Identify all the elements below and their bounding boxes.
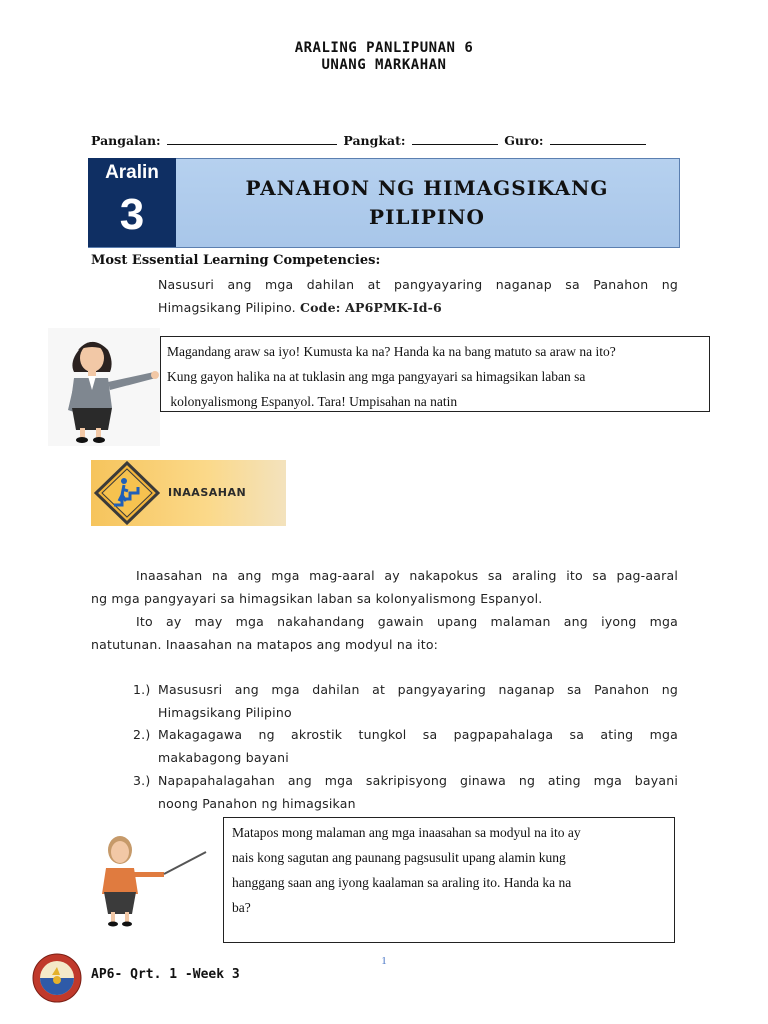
intro-p1-line1: Inaasahan na ang mga mag-aaral ay nakapokus sa araling ito sa pag-aaral	[136, 568, 678, 583]
guro-field[interactable]	[550, 134, 646, 145]
inaasahan-label: INAASAHAN	[168, 486, 247, 499]
pretest-line2: nais kong sagutan ang paunang pagsusulit upang alamin kung	[232, 850, 566, 865]
pretest-line3: hanggang saan ang iyong kaalaman sa araling ito. Handa ka na	[232, 875, 572, 890]
objective-number: 3.)	[133, 773, 151, 788]
pangalan-label: Pangalan:	[91, 133, 161, 148]
guro-label: Guro:	[504, 133, 544, 148]
objective-number: 2.)	[133, 727, 151, 742]
objective-line2: makabagong bayani	[158, 750, 289, 765]
teacher-pointer-illustration-icon	[88, 832, 208, 928]
objective-line1: Makagagawa ng akrostik tungkol sa pagpapahalaga sa ating mga	[158, 727, 678, 742]
greeting-box	[160, 336, 710, 412]
teacher-illustration-icon	[48, 328, 160, 446]
subject-title: ARALING PANLIPUNAN 6	[294, 40, 474, 56]
school-seal-icon	[32, 953, 82, 1003]
page-number: 1	[381, 955, 387, 967]
climbing-stairs-sign-icon	[94, 461, 160, 525]
objective-line1: Masususri ang mga dahilan at pangyayaring naganap sa Panahon ng	[158, 682, 678, 697]
pangkat-field[interactable]	[412, 134, 498, 145]
objective-item-2	[133, 723, 678, 769]
lesson-title-line2: PILIPINO	[369, 205, 485, 229]
greeting-line2: Kung gayon halika na at tuklasin ang mga pangyayari sa himagsikan laban sa	[167, 369, 586, 384]
melc-line2	[158, 296, 678, 319]
greeting-line3: kolonyalismong Espanyol. Tara! Umpisahan na natin	[167, 394, 458, 409]
greeting-line1: Magandang araw sa iyo! Kumusta ka na? Handa ka na bang matuto sa araw na ito?	[167, 344, 616, 359]
objective-item-1	[133, 678, 678, 724]
objective-number: 1.)	[133, 682, 151, 697]
melc-line1: Nasusuri ang mga dahilan at pangyayaring naganap sa Panahon ng	[158, 277, 678, 292]
melc-heading: Most Essential Learning Competencies:	[91, 253, 381, 268]
aralin-number: 3	[119, 190, 145, 239]
footer-label: AP6- Qrt. 1 -Week 3	[91, 967, 240, 982]
pretest-box	[223, 817, 675, 943]
objective-line2: noong Panahon ng himagsikan	[158, 796, 356, 811]
lesson-title	[176, 174, 678, 232]
pangalan-field[interactable]	[167, 134, 337, 145]
objective-line2: Himagsikang Pilipino	[158, 705, 292, 720]
aralin-label: Aralin	[105, 162, 159, 183]
objective-item-3	[133, 769, 678, 815]
pangkat-label: Pangkat:	[343, 133, 406, 148]
melc-code: Code: AP6PMK-Id-6	[299, 300, 442, 315]
pretest-line1: Matapos mong malaman ang mga inaasahan sa modyul na ito ay	[232, 825, 581, 840]
intro-p2-line1: Ito ay may mga nakahandang gawain upang malaman ang iyong mga	[136, 614, 678, 629]
pretest-line4: ba?	[232, 900, 251, 915]
lesson-number-box	[88, 158, 176, 247]
intro-p1-line2: ng mga pangyayari sa himagsikan laban sa kolonyalismong Espanyol.	[91, 591, 543, 606]
name-row	[91, 133, 648, 148]
objective-line1: Napapahalagahan ang mga sakripisyong ginawa ng ating mga bayani	[158, 773, 678, 788]
quarter-title: UNANG MARKAHAN	[321, 57, 447, 73]
intro-p2-line2: natutunan. Inaasahan na matapos ang modyul na ito:	[91, 637, 439, 652]
melc-text: Himagsikang Pilipino.	[158, 300, 296, 315]
lesson-title-line1: PANAHON NG HIMAGSIKANG	[245, 176, 609, 200]
